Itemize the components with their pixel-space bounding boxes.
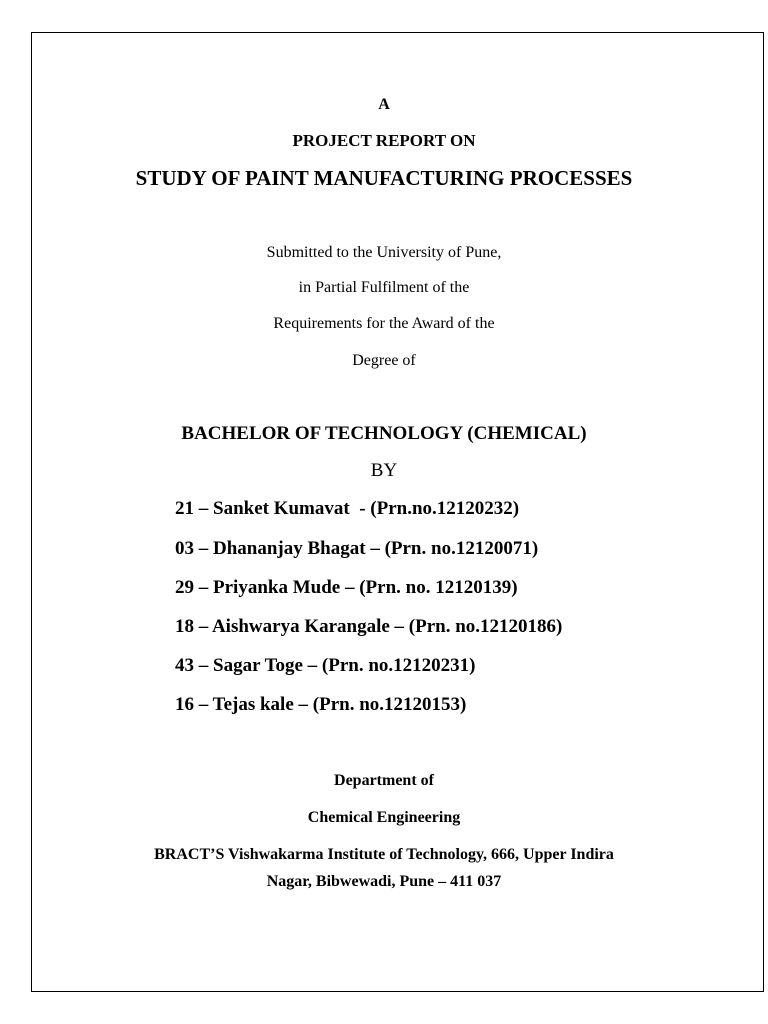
student-entry: 29 – Priyanka Mude – (Prn. no. 12120139) (175, 577, 518, 598)
student-entry: 03 – Dhananjay Bhagat – (Prn. no.12120071) (175, 538, 539, 559)
submission-line-4: Degree of (352, 352, 416, 369)
student-entry: 18 – Aishwarya Karangale – (Prn. no.12120186) (175, 616, 563, 637)
student-entry: 16 – Tejas kale – (Prn. no.12120153) (175, 694, 467, 715)
heading-article: A (378, 96, 390, 113)
student-entry: 43 – Sagar Toge – (Prn. no.12120231) (175, 655, 476, 676)
submission-line-1: Submitted to the University of Pune, (266, 244, 502, 261)
institute-line-2: Nagar, Bibwewadi, Pune – 411 037 (266, 873, 502, 890)
report-label: PROJECT REPORT ON (292, 131, 476, 150)
student-entry: 21 – Sanket Kumavat - (Prn.no.12120232) (175, 498, 520, 519)
department-line-2: Chemical Engineering (307, 809, 461, 826)
institute-line-1: BRACT’S Vishwakarma Institute of Technology, 666, Upper Indira (154, 846, 614, 863)
submission-line-3: Requirements for the Award of the (273, 315, 495, 332)
department-line-1: Department of (334, 772, 434, 789)
report-title: STUDY OF PAINT MANUFACTURING PROCESSES (135, 166, 633, 190)
degree-name: BACHELOR OF TECHNOLOGY (CHEMICAL) (181, 423, 587, 444)
by-label: BY (370, 460, 398, 481)
submission-line-2: in Partial Fulfilment of the (298, 279, 470, 296)
